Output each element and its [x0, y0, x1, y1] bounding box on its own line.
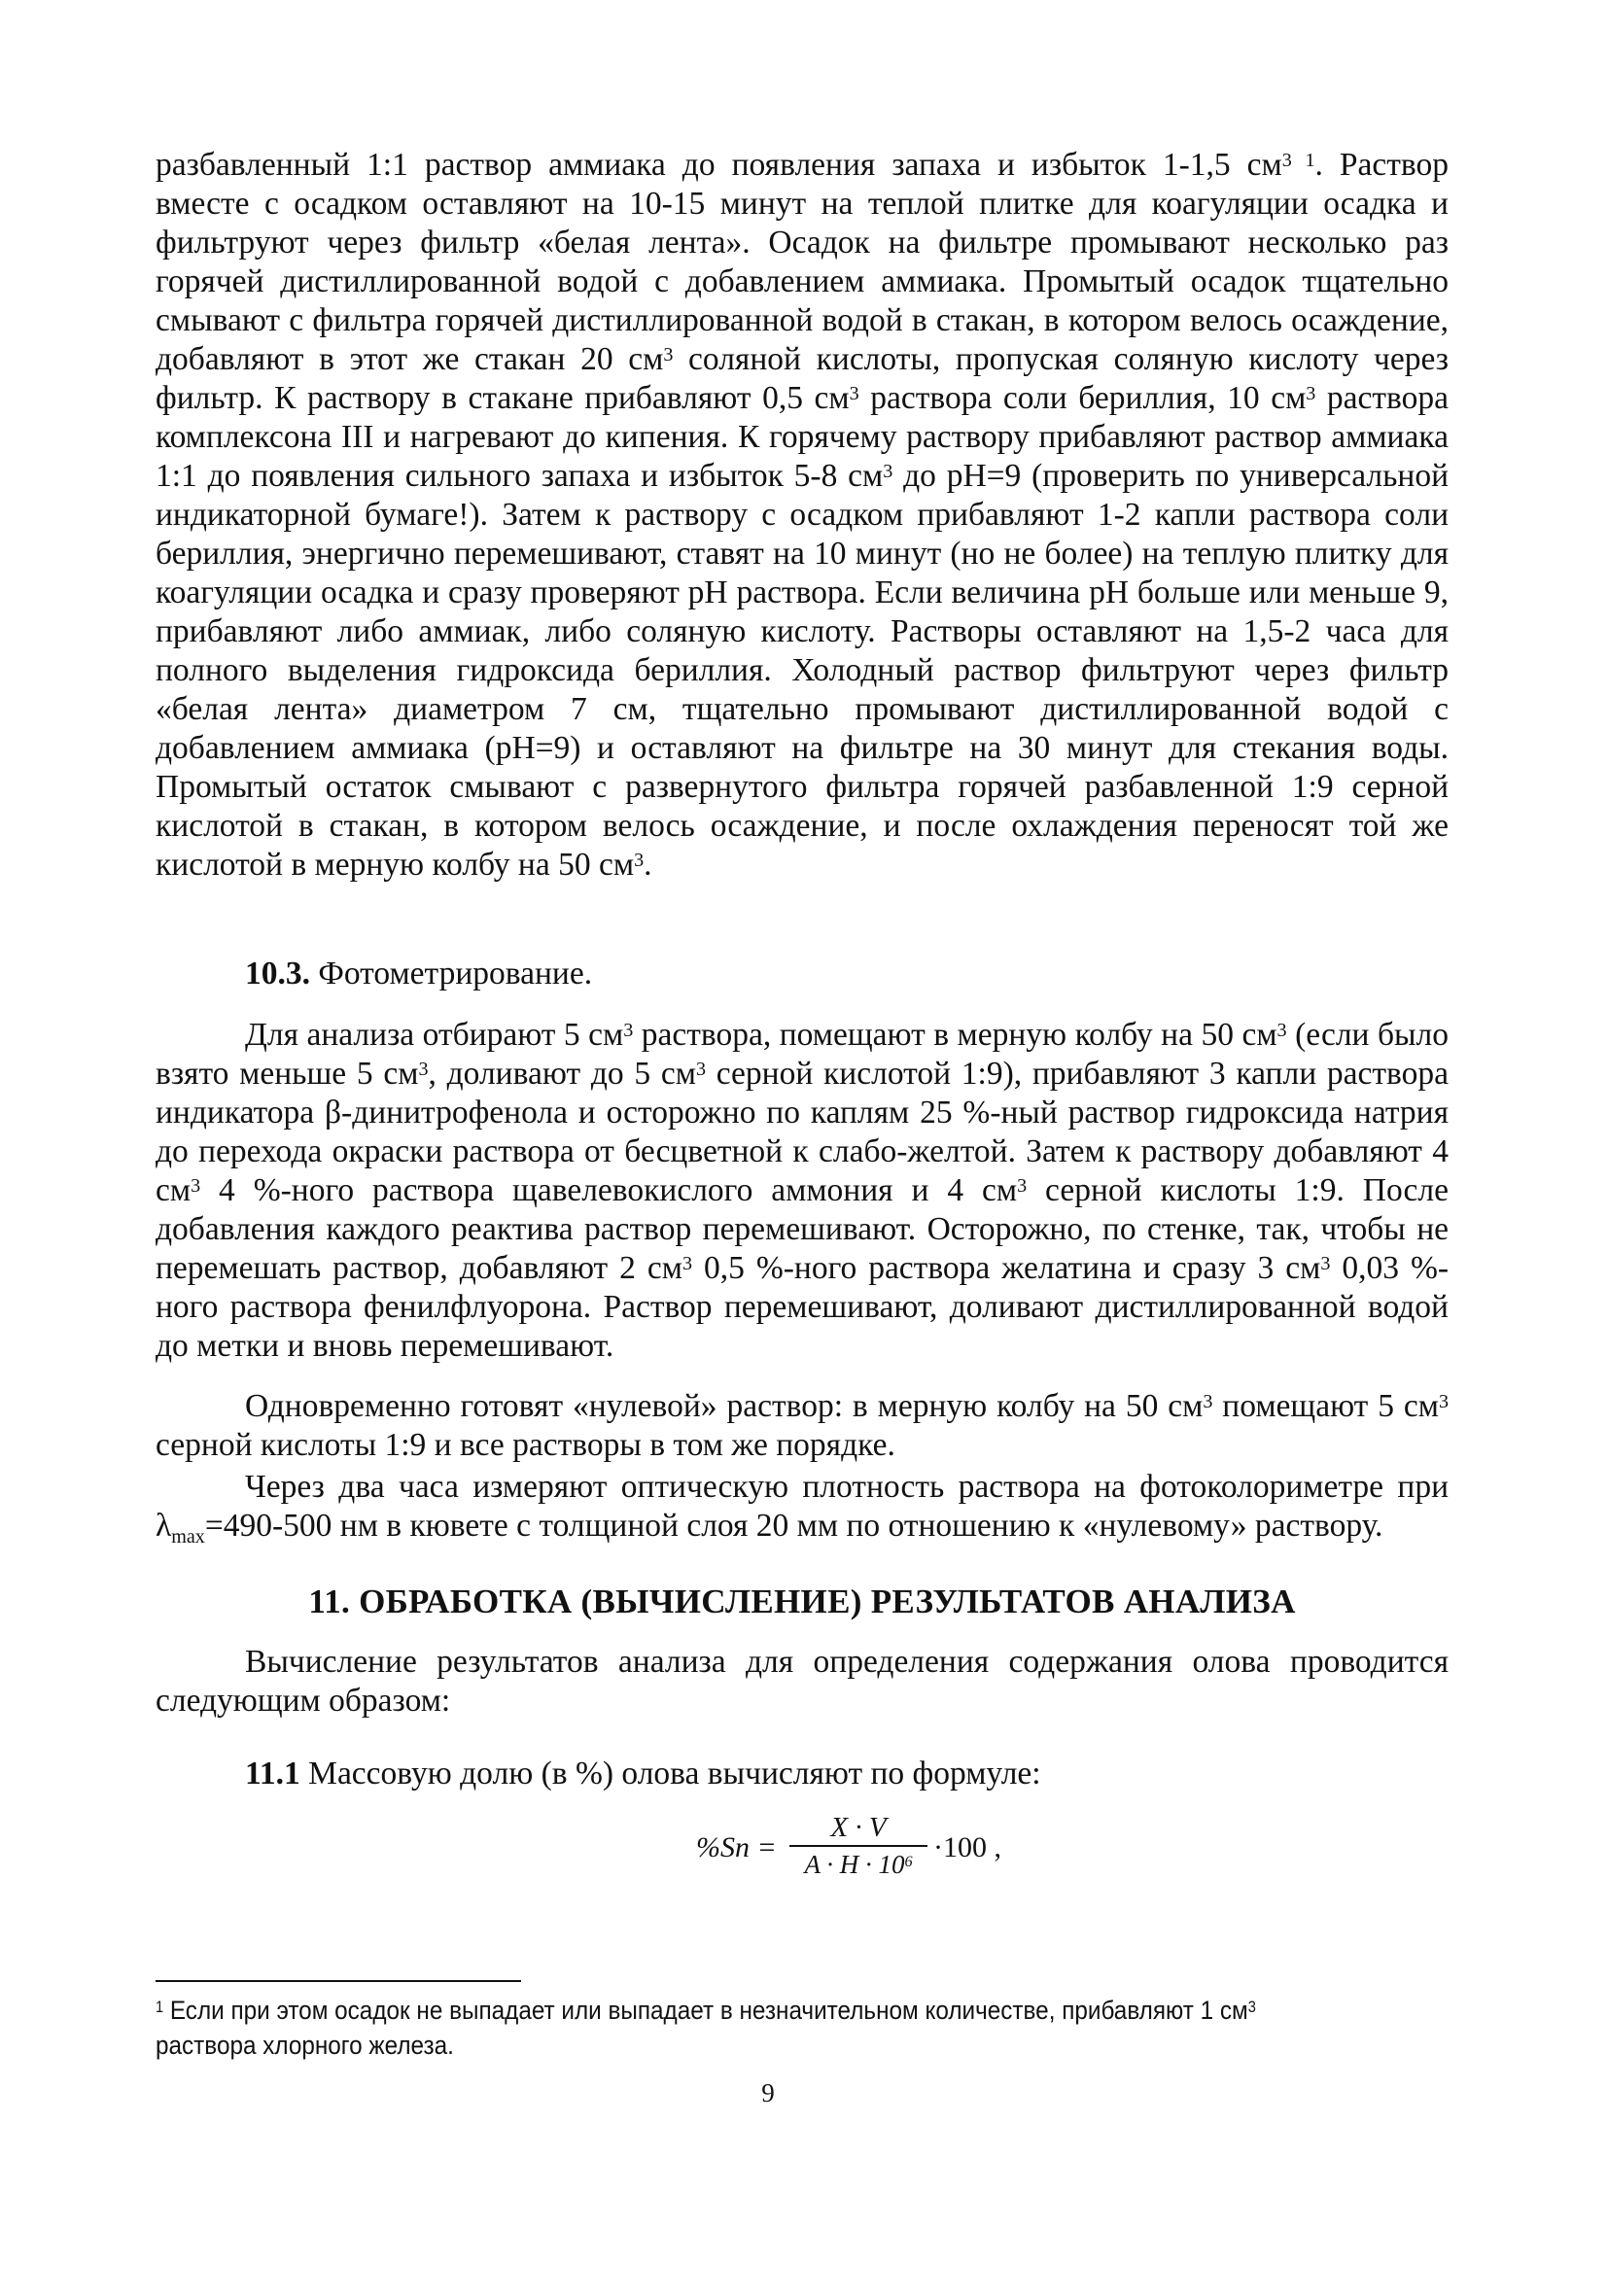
formula-numerator: X · V	[830, 1812, 887, 1843]
formula-denominator: $A \cdot H \cdot 10^6$	[804, 1850, 913, 1879]
paragraph-continuation: разбавленный 1:1 раствор аммиака до появления запаха и избыток 1-1,5 $см^{3 1}$. Раствор вместе с осадком оставляют на 10-15 минут на теплой плитке для коагуляции осадка и фильтруют через фильтр «белая лента». Осадок на фильтре промывают несколько раз горячей дистиллированной водой с добавлением аммиака. Промытый осадок тщательно смывают с фильтра горячей дистиллированной водой в стакан, в котором велось осаждение, добавляют в этот же стакан 20 $см^3$ соляной кислоты, пропуская соляную кислоту через фильтр. К раствору в стакане прибавляют 0,5 $см^3$ раствора соли бериллия, 10 $см^3$ раствора комплексона III и нагревают до кипения. К горячему раствору прибавляют раствор аммиака 1:1 до появления сильного запаха и избыток 5-8 $см^3$ до pH=9 (проверить по универсальной индикаторной бумаге!). Затем к раствору с осадком прибавляют 1-2 капли раствора соли бериллия, энергично перемешивают, ставят на 10 минут (но не более) на теплую плитку для коагуляции осадка и сразу проверяют pH раствора. Если величина pH больше или меньше 9, прибавляют либо аммиак, либо соляную кислоту. Растворы оставляют на 1,5-2 часа для полного выделения гидроксида бериллия. Холодный раствор фильтруют через фильтр «белая лента» диаметром 7 см, тщательно промывают дистиллированной водой с добавлением аммиака (pH=9) и оставляют на фильтре на 30 минут для стекания воды. Промытый остаток смывают с развернутого фильтра горячей разбавленной 1:9 серной кислотой в стакан, в котором велось осаждение, и после охлаждения переносят той же кислотой в мерную колбу на 50 $см^3$.	[156, 147, 1449, 883]
paragraph-analysis: Для анализа отбирают 5 $см^3$ раствора, помещают в мерную колбу на 50 $см^3$ (если было взято меньше 5 $см^3$, доливают до 5 $см^3$ серной кислотой 1:9), прибавляют 3 капли раствора индикатора β-динитрофенола и осторожно по каплям 25 %-ный раствор гидроксида натрия до перехода окраски раствора от бесцветной к слабо-желтой. Затем к раствору добавляют 4 $см^3$ 4 %-ного раствора щавелевокислого аммония и 4 $см^3$ серной кислоты 1:9. После добавления каждого реактива раствор перемешивают. Осторожно, по стенке, так, чтобы не перемешать раствор, добавляют 2 $см^3$ 0,5 %-ного раствора желатина и сразу 3 $см^3$ 0,03 %-ного раствора фенилфлуорона. Раствор перемешивают, доливают дистиллированной водой до метки и вновь перемешивают.	[156, 1017, 1450, 1364]
footnote-divider	[156, 1980, 521, 1982]
formula-lead: 11.1 Массовую долю (в %) олова вычисляют по формуле:	[245, 1756, 1041, 1792]
footnote-ref: 3 1	[1281, 149, 1315, 171]
section-title: 11. ОБРАБОТКА (ВЫЧИСЛЕНИЕ) РЕЗУЛЬТАТОВ АНАЛИЗА	[308, 1583, 1296, 1620]
formula-fraction	[786, 1810, 931, 1882]
subsection-title: Фотометрирование.	[310, 956, 593, 991]
section-intro: Вычисление результатов анализа для определения содержания олова проводится следующим образом:	[156, 1644, 1449, 1719]
formula-lhs: %Sn =	[696, 1831, 777, 1863]
subsection-number: 10.3.	[245, 956, 310, 991]
paragraph-zero-solution: Одновременно готовят «нулевой» раствор: в мерную колбу на 50 $см^3$ помещают 5 $см^3$ серной кислоты 1:9 и все растворы в том же порядке.	[156, 1388, 1449, 1463]
paragraph-measurement: Через два часа измеряют оптическую плотность раствора на фотоколориметре при $\lambda_{max}=490-500$ нм в кювете с толщиной слоя 20 мм по отношению к «нулевому» раствору.	[156, 1469, 1449, 1548]
footnote: $^1$ Если при этом осадок не выпадает или выпадает в незначительном количестве, прибавляют 1 $см^3$ раствора хлорного железа.	[156, 1996, 1256, 2060]
formula	[696, 1810, 1017, 1888]
subsection-heading	[156, 955, 1449, 993]
clause-number: 11.1	[245, 1756, 300, 1792]
footnote-mark: 1	[156, 1998, 164, 2016]
page-number: 9	[761, 2078, 775, 2107]
formula-rhs: ·100 ,	[933, 1831, 1001, 1863]
